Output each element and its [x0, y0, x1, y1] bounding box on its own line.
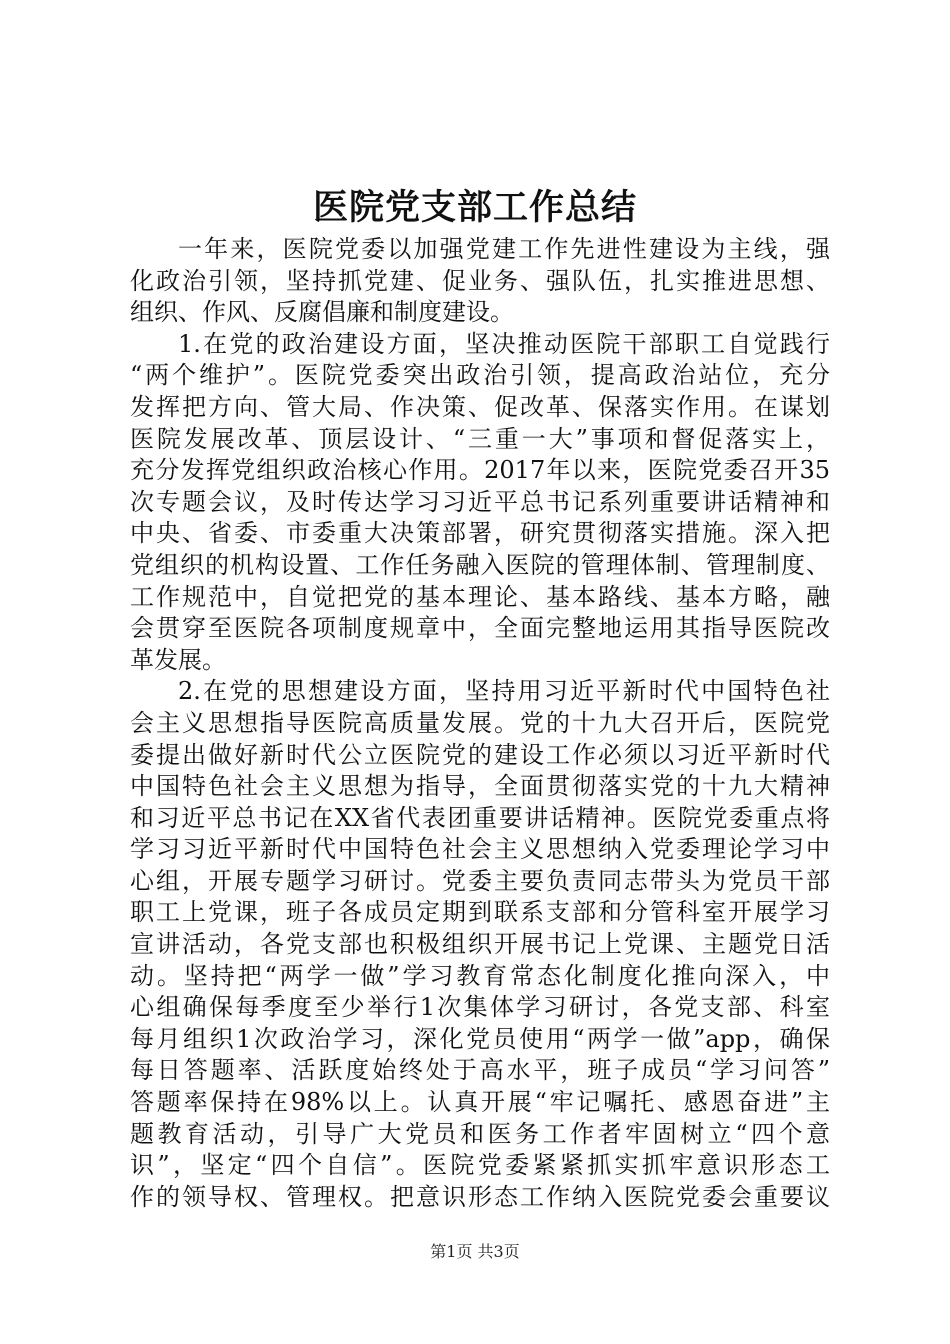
body-line: 识”，坚定“四个自信”。医院党委紧紧抓实抓牢意识形态工	[130, 1151, 830, 1180]
body-line: 每日答题率、活跃度始终处于高水平，班子成员“学习问答”	[130, 1056, 830, 1085]
body-line: 医院发展改革、顶层设计、“三重一大”事项和督促落实上，	[130, 424, 830, 453]
body-line: 革发展。	[130, 645, 226, 674]
body-line: 心组确保每季度至少举行1次集体学习研讨，各党支部、科室	[130, 993, 830, 1022]
body-line: 发挥把方向、管大局、作决策、促改革、保落实作用。在谋划	[130, 392, 830, 421]
page-number: 第1页 共3页	[430, 1242, 520, 1261]
body-line: 作的领导权、管理权。把意识形态工作纳入医院党委会重要议	[130, 1182, 830, 1211]
body-line: 动。坚持把“两学一做”学习教育常态化制度化推向深入，中	[130, 961, 830, 990]
body-line: 2.在党的思想建设方面，坚持用习近平新时代中国特色社	[178, 677, 830, 706]
body-line: 党组织的机构设置、工作任务融入医院的管理体制、管理制度、	[130, 550, 830, 579]
body-line: 会贯穿至医院各项制度规章中，全面完整地运用其指导医院改	[130, 614, 830, 643]
body-line: 和习近平总书记在XX省代表团重要讲话精神。医院党委重点将	[130, 803, 830, 832]
body-line: “两个维护”。医院党委突出政治引领，提高政治站位，充分	[130, 361, 830, 390]
body-line: 题教育活动，引导广大党员和医务工作者牢固树立“四个意	[130, 1119, 830, 1148]
body-line: 职工上党课，班子各成员定期到联系支部和分管科室开展学习	[130, 898, 830, 927]
body-line: 次专题会议，及时传达学习习近平总书记系列重要讲话精神和	[130, 487, 830, 516]
page-footer	[0, 1242, 950, 1262]
body-line: 中国特色社会主义思想为指导，全面贯彻落实党的十九大精神	[130, 772, 830, 801]
body-line: 委提出做好新时代公立医院党的建设工作必须以习近平新时代	[130, 740, 830, 769]
body-line: 每月组织1次政治学习，深化党员使用“两学一做”app，确保	[130, 1024, 830, 1053]
body-line: 会主义思想指导医院高质量发展。党的十九大召开后，医院党	[130, 708, 830, 737]
body-line: 组织、作风、反腐倡廉和制度建设。	[130, 298, 514, 327]
body-line: 工作规范中，自觉把党的基本理论、基本路线、基本方略，融	[130, 582, 830, 611]
body-line: 学习习近平新时代中国特色社会主义思想纳入党委理论学习中	[130, 835, 830, 864]
body-line: 宣讲活动，各党支部也积极组织开展书记上党课、主题党日活	[130, 930, 830, 959]
body-line: 中央、省委、市委重大决策部署，研究贯彻落实措施。深入把	[130, 519, 830, 548]
body-line: 充分发挥党组织政治核心作用。2017年以来，医院党委召开35	[130, 456, 830, 485]
body-line: 心组，开展专题学习研讨。党委主要负责同志带头为党员干部	[130, 866, 830, 895]
document-body	[130, 234, 830, 1213]
body-line: 1.在党的政治建设方面，坚决推动医院干部职工自觉践行	[178, 329, 830, 358]
body-line: 化政治引领，坚持抓党建、促业务、强队伍，扎实推进思想、	[130, 266, 830, 295]
document-title: 医院党支部工作总结	[312, 187, 637, 228]
body-line: 答题率保持在98%以上。认真开展“牢记嘱托、感恩奋进”主	[130, 1088, 830, 1117]
body-line: 一年来，医院党委以加强党建工作先进性建设为主线，强	[178, 235, 830, 263]
